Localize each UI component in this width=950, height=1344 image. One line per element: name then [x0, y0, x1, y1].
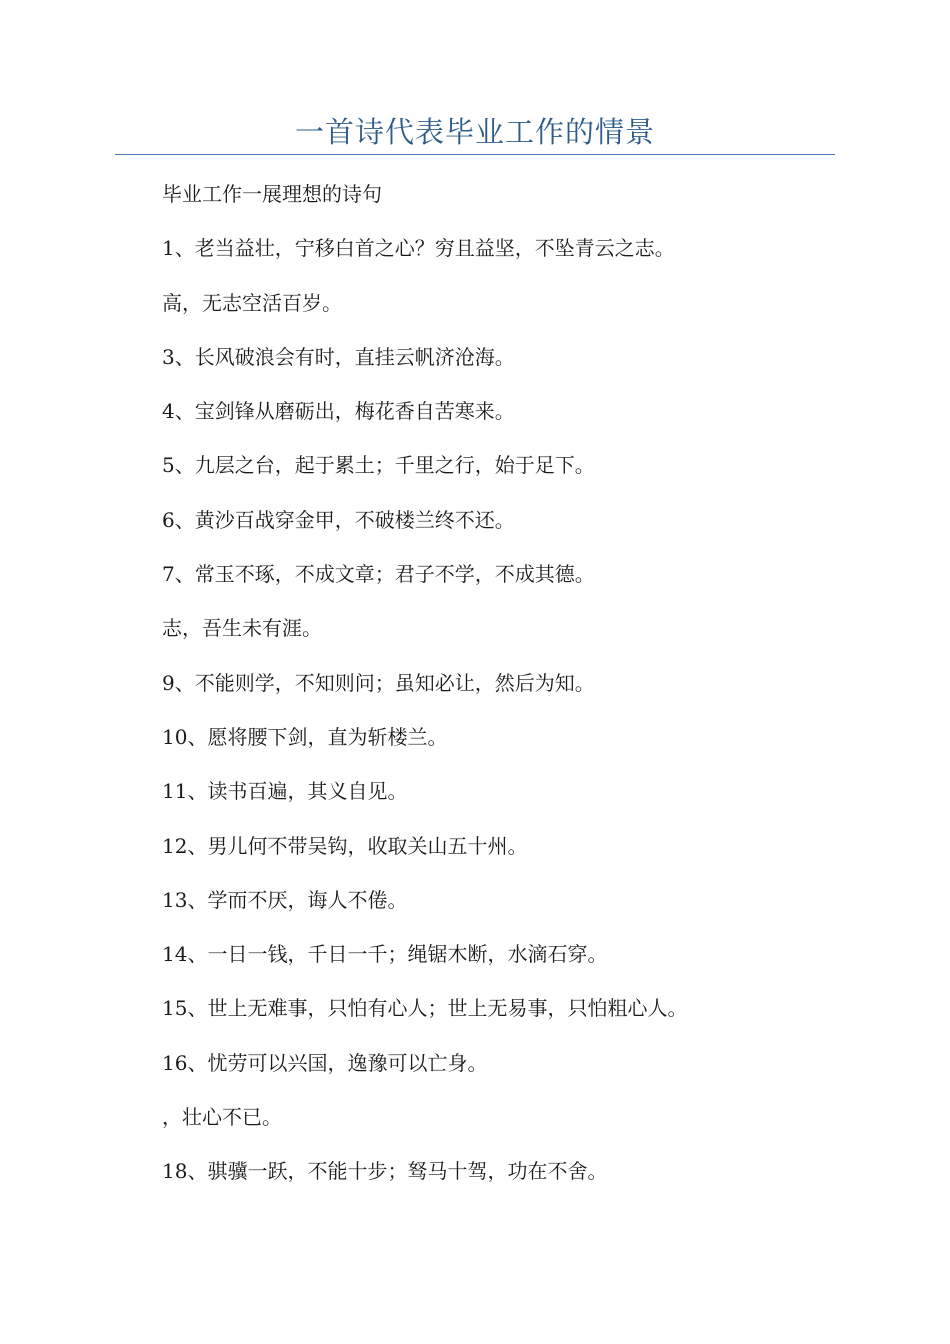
- poem-line: 11、读书百遍，其义自见。: [162, 779, 408, 804]
- poem-line: 志，吾生未有涯。: [162, 616, 322, 641]
- page-title: 一首诗代表毕业工作的情景: [294, 115, 655, 149]
- poem-line: 7、常玉不琢，不成文章；君子不学，不成其德。: [162, 562, 595, 587]
- poem-line: 高，无志空活百岁。: [162, 290, 342, 315]
- poem-line: 18、骐骥一跃，不能十步；驽马十驾，功在不舍。: [162, 1159, 608, 1184]
- title-underline: [115, 154, 835, 155]
- poem-line: 12、男儿何不带吴钩，收取关山五十州。: [162, 833, 528, 858]
- poem-line: 16、忧劳可以兴国，逸豫可以亡身。: [162, 1050, 488, 1075]
- section-heading: 毕业工作一展理想的诗句: [162, 182, 382, 206]
- poem-line: 10、愿将腰下剑，直为斩楼兰。: [162, 724, 448, 749]
- poem-line: 6、黄沙百战穿金甲，不破楼兰终不还。: [162, 507, 515, 532]
- poem-line: 13、学而不厌，诲人不倦。: [162, 887, 408, 912]
- poem-line: ，壮心不已。: [162, 1105, 282, 1130]
- poem-line: 3、长风破浪会有时，直挂云帆济沧海。: [162, 344, 515, 369]
- poem-line: 1、老当益壮，宁移白首之心？穷且益坚，不坠青云之志。: [162, 236, 675, 261]
- poem-line: 9、不能则学，不知则问；虽知必让，然后为知。: [162, 670, 595, 695]
- poem-line: 14、一日一钱，千日一千；绳锯木断，水滴石穿。: [162, 942, 608, 967]
- poem-line: 4、宝剑锋从磨砺出，梅花香自苦寒来。: [162, 399, 515, 424]
- poem-lines: [162, 176, 842, 1208]
- poem-line: 5、九层之台，起于累土；千里之行，始于足下。: [162, 453, 595, 478]
- poem-line: 15、世上无难事，只怕有心人；世上无易事，只怕粗心人。: [162, 996, 688, 1021]
